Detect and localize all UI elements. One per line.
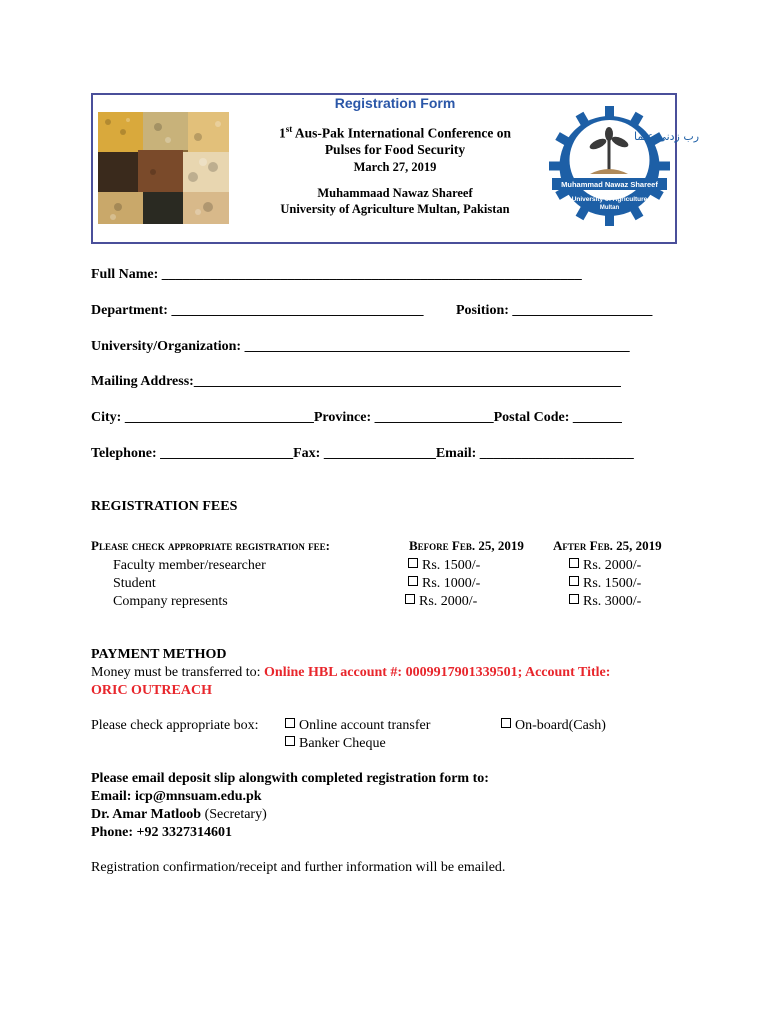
contact-person (91, 807, 267, 823)
transfer-prefix: Money must be transferred to: (91, 665, 265, 680)
form-title: Registration Form (334, 95, 456, 111)
university-logo (548, 100, 700, 232)
checkbox-icon (569, 558, 579, 568)
conference-title-line2: Pulses for Food Security (324, 142, 466, 157)
checkbox-icon (285, 736, 295, 746)
conference-ordinal-suffix: st (285, 124, 293, 134)
payment-option-cash[interactable] (501, 718, 606, 734)
fee-value: Rs. 3000/- (583, 594, 642, 609)
footer-note: Registration confirmation/receipt and further information will be emailed. (91, 860, 506, 875)
fees-instruction: Please check appropriate registration fee: (91, 538, 330, 553)
payment-transfer-line (91, 665, 610, 681)
city-province-postal-field[interactable]: City: ___________________________Province: _________________Postal Code: _______ (91, 410, 622, 425)
full-name-field[interactable]: Full Name: ____________________________________________________________ (91, 267, 582, 282)
fee-checkbox-faculty-after[interactable] (569, 558, 641, 574)
payment-check-label: Please check appropriate box: (91, 718, 259, 733)
fee-value: Rs. 2000/- (419, 594, 478, 609)
department-field[interactable]: Department: ____________________________________ (91, 303, 424, 318)
contact-email[interactable]: Email: icp@mnsuam.edu.pk (91, 789, 262, 804)
fee-label-faculty: Faculty member/researcher (113, 558, 266, 573)
fee-checkbox-student-before[interactable] (408, 576, 480, 592)
fee-label-student: Student (113, 576, 156, 591)
checkbox-icon (569, 594, 579, 604)
payment-option-cheque[interactable] (285, 736, 386, 752)
pulses-image (98, 112, 229, 224)
checkbox-icon (285, 718, 295, 728)
payment-option-label: Banker Cheque (299, 736, 386, 751)
checkbox-icon (408, 576, 418, 586)
contact-instruction: Please email deposit slip alongwith completed registration form to: (91, 771, 489, 786)
payment-method-heading: PAYMENT METHOD (91, 647, 227, 662)
logo-band-line1: University of Agriculture (571, 196, 648, 203)
contact-name: Dr. Amar Matloob (91, 807, 202, 822)
logo-urdu-text: رب زدنی علما (634, 130, 700, 143)
fee-value: Rs. 1000/- (422, 576, 481, 591)
account-title: ORIC OUTREACH (91, 683, 212, 698)
conference-ordinal: 1 (278, 125, 286, 141)
fee-checkbox-faculty-before[interactable] (408, 558, 480, 574)
before-deadline-column: Before Feb. 25, 2019 (409, 538, 524, 553)
payment-option-label: Online account transfer (299, 718, 431, 733)
checkbox-icon (569, 576, 579, 586)
conference-title-text: Aus-Pak International Conference on (292, 125, 511, 141)
fee-checkbox-company-after[interactable] (569, 594, 641, 610)
fee-checkbox-student-after[interactable] (569, 576, 641, 592)
fee-checkbox-company-before[interactable] (405, 594, 477, 610)
mailing-address-field[interactable]: Mailing Address:_____________________________________________________________ (91, 374, 621, 389)
payment-option-label: On-board(Cash) (515, 718, 606, 733)
checkbox-icon (408, 558, 418, 568)
checkbox-icon (501, 718, 511, 728)
contact-role: (Secretary) (201, 807, 267, 822)
checkbox-icon (405, 594, 415, 604)
position-field[interactable]: Position: ____________________ (456, 303, 653, 318)
after-deadline-column: After Feb. 25, 2019 (553, 538, 662, 553)
university-field[interactable]: University/Organization: _______________________________________________________ (91, 339, 630, 354)
account-details: Online HBL account #: 0009917901339501; Account Title: (264, 665, 611, 680)
conference-date: March 27, 2019 (353, 160, 437, 174)
registration-fees-heading: REGISTRATION FEES (91, 499, 238, 514)
contact-phone: Phone: +92 3327314601 (91, 825, 232, 840)
logo-band-line2: Multan (599, 205, 620, 211)
logo-band-top: Muhammad Nawaz Shareef (561, 180, 658, 189)
fee-value: Rs. 1500/- (583, 576, 642, 591)
university-location: University of Agriculture Multan, Pakistan (280, 202, 510, 216)
fee-value: Rs. 1500/- (422, 558, 481, 573)
payment-option-online[interactable] (285, 718, 430, 734)
conference-title-line1 (230, 124, 560, 142)
university-name: Muhammaad Nawaz Shareef (317, 186, 473, 200)
telephone-fax-email-field[interactable]: Telephone: ___________________Fax: ________________Email: ______________________ (91, 446, 634, 461)
fee-label-company: Company represents (113, 594, 228, 609)
fee-value: Rs. 2000/- (583, 558, 642, 573)
